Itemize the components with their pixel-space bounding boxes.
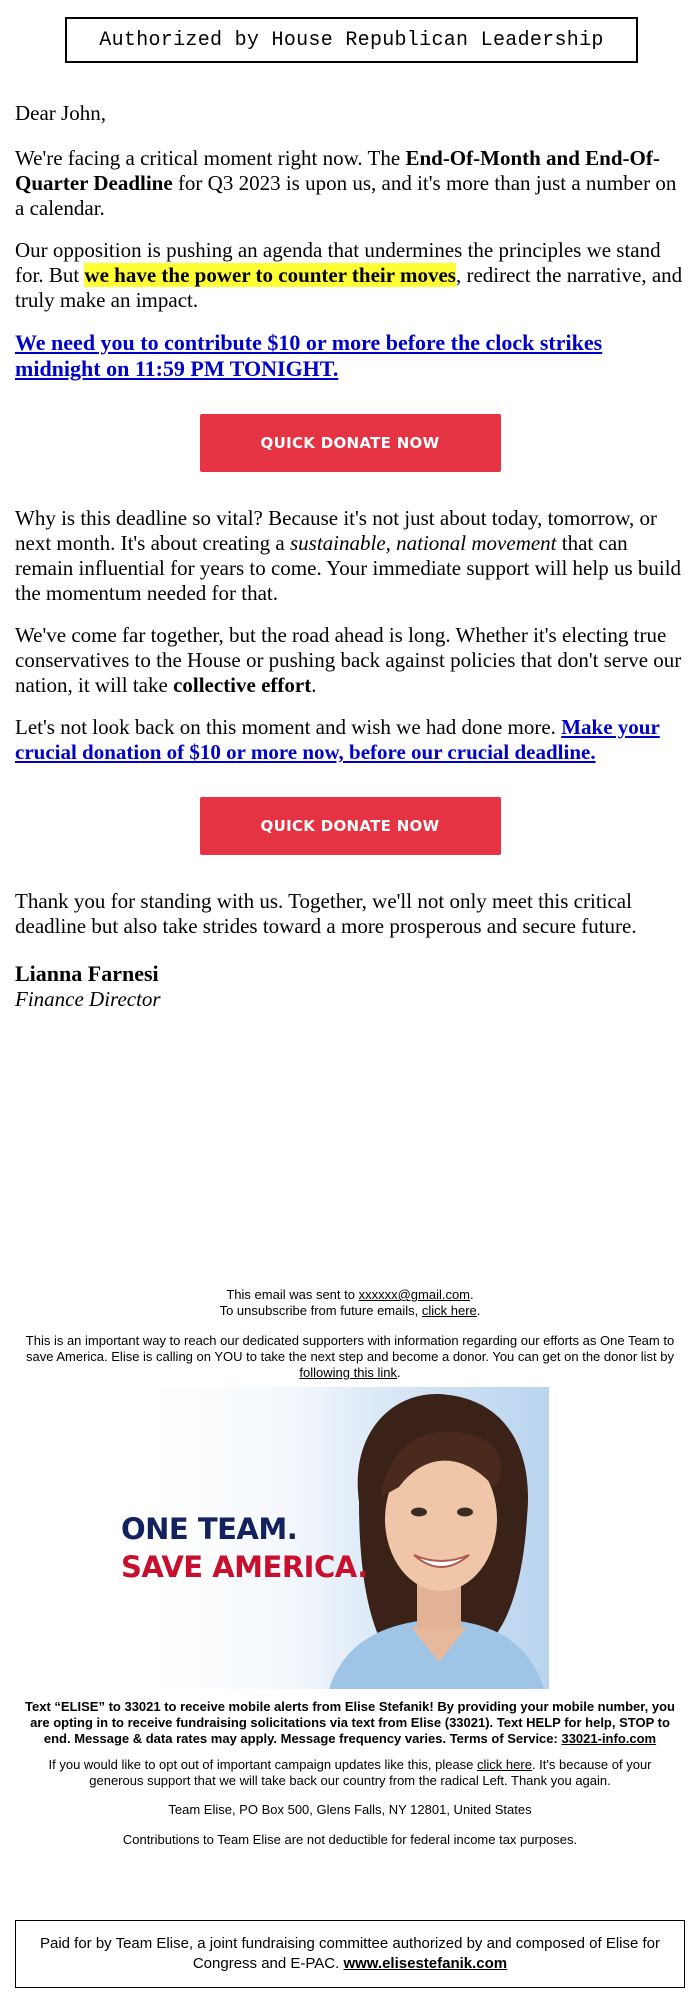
paragraph-opposition: Our opposition is pushing an agenda that undermines the principles we stand for. But we have the power to counter their moves, redirect the narrative, and truly make an impact. <box>15 238 683 312</box>
authorized-text: Authorized by House Republican Leadership <box>99 28 604 52</box>
sent-to-block <box>0 1287 700 1319</box>
signature-title: Finance Director <box>15 987 161 1011</box>
signature-name: Lianna Farnesi <box>15 961 159 986</box>
paragraph-road-ahead: We've come far together, but the road ahead is long. Whether it's electing true conservatives to the House or pushing back against policies that don't serve our nation, it will take collective effort. <box>15 623 682 697</box>
recipient-email-link[interactable]: xxxxxx@gmail.com <box>358 1287 471 1302</box>
banner-line-1: ONE TEAM. <box>121 1512 298 1546</box>
crucial-donation-link[interactable]: Make your crucial donation of $10 or more now, before our crucial deadline. <box>15 715 660 764</box>
one-team-banner-image <box>121 1387 549 1689</box>
banner-line-2: SAVE AMERICA. <box>121 1550 368 1584</box>
address-block <box>0 1802 700 1818</box>
sent-to-line: This email was sent to xxxxxx@gmail.com. <box>226 1287 474 1302</box>
unsubscribe-line: To unsubscribe from future emails, click here. <box>219 1303 481 1318</box>
quick-donate-button-2[interactable]: QUICK DONATE NOW <box>200 797 501 855</box>
terms-link[interactable]: 33021-info.com <box>561 1731 657 1746</box>
sms-block: Text “ELISE” to 33021 to receive mobile alerts from Elise Stefanik! By providing your mobile number, you are opting in to receive fundraising solicitations via text from Elise (33021). Text HELP for help, STOP to end. Message & data rates may apply. Message frequency varies. Terms of Service: 33021-info.com <box>25 1699 675 1746</box>
paragraph-thank-you: Thank you for standing with us. Together, we'll not only meet this critical deadline but also take strides toward a more prosperous and secure future. <box>15 889 637 938</box>
unsubscribe-link[interactable]: click here <box>421 1303 477 1318</box>
important-block: This is an important way to reach our dedicated supporters with information regarding our efforts as One Team to save America. Elise is calling on YOU to take the next step and become a donor. You can get on the donor list by following this link. <box>25 1333 675 1380</box>
deadline-bold: End-Of-Month and End-Of-Quarter Deadline <box>15 146 660 195</box>
website-link[interactable]: www.elisestefanik.com <box>343 1955 508 1972</box>
paragraph-why: Why is this deadline so vital? Because it's not just about today, tomorrow, or next month. It's about creating a sustainable, national movement that can remain influential for years to come. Your immediate support will help us build the momentum needed for that. <box>15 506 682 605</box>
optout-link[interactable]: click here <box>477 1757 532 1772</box>
quick-donate-button[interactable]: QUICK DONATE NOW <box>200 414 501 472</box>
italic-movement: sustainable, national movement <box>289 531 557 555</box>
banner-slogan <box>121 1510 368 1586</box>
address: Team Elise, PO Box 500, Glens Falls, NY 12801, United States <box>168 1802 532 1817</box>
letter-body <box>15 101 685 1012</box>
paragraph-look-back: Let's not look back on this moment and wish we had done more. Make your crucial donation of $10 or more now, before our crucial deadline. <box>15 715 660 764</box>
tax-notice: Contributions to Team Elise are not deductible for federal income tax purposes. <box>122 1832 578 1847</box>
highlighted-text: we have the power to counter their moves <box>84 263 456 287</box>
donate-button-wrap <box>15 414 685 472</box>
greeting: Dear John, <box>15 101 106 125</box>
donate-button-wrap-2 <box>15 797 685 855</box>
tax-block <box>0 1832 700 1848</box>
optout-block: If you would like to opt out of important campaign updates like this, please click here. It's because of your generous support that we will take back our country from the radical Left. Thank you again. <box>48 1757 652 1788</box>
footer <box>0 1287 700 1848</box>
authorized-by-banner <box>65 17 638 63</box>
collective-effort-bold: collective effort <box>173 673 312 697</box>
paid-for-box: Paid for by Team Elise, a joint fundraising committee authorized by and composed of Elise for Congress and E-PAC. www.elisestefanik.com <box>15 1920 685 1988</box>
donor-list-link[interactable]: following this link <box>299 1365 397 1380</box>
paragraph-deadline: We're facing a critical moment right now. The End-Of-Month and End-Of-Quarter Deadline for Q3 2023 is upon us, and it's more than just a number on a calendar. <box>15 146 677 220</box>
signature <box>15 961 685 1012</box>
contribute-link[interactable]: We need you to contribute $10 or more before the clock strikes midnight on 11:59 PM TONIGHT. <box>15 330 603 381</box>
